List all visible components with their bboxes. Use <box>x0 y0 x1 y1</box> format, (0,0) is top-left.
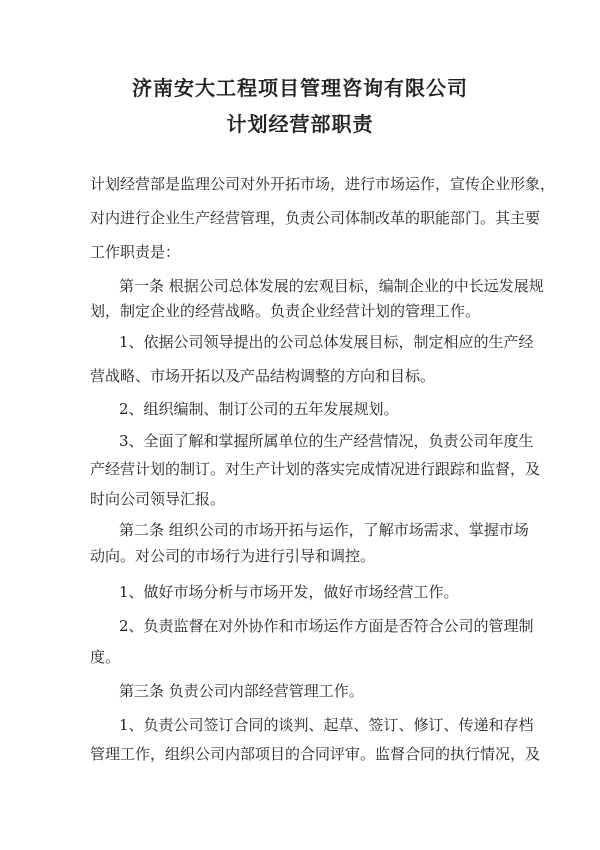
body-line: 产经营计划的制订。对生产计划的落实完成情况进行跟踪和监督，及 <box>90 460 541 478</box>
company-title: 济南安大工程项目管理咨询有限公司 <box>132 76 468 100</box>
body-line: 划，制定企业的经营战略。负责企业经营计划的管理工作。 <box>90 302 481 320</box>
list-item-line: 1、做好市场分析与市场开发，做好市场经营工作。 <box>119 583 459 601</box>
body-line: 对内进行企业生产经营管理，负责公司体制改革的职能部门。其主要 <box>90 209 541 227</box>
body-line: 营战略、市场开拓以及产品结构调整的方向和目标。 <box>90 367 436 385</box>
article-heading: 第一条 根据公司总体发展的宏观目标，编制企业的中长远发展规 <box>119 277 544 295</box>
article-heading: 第二条 组织公司的市场开拓与运作，了解市场需求、掌握市场 <box>119 521 529 539</box>
body-line: 计划经营部是监理公司对外开拓市场，进行市场运作，宣传企业形象， <box>90 175 556 193</box>
list-item-line: 2、负责监督在对外协作和市场运作方面是否符合公司的管理制 <box>119 617 534 635</box>
list-item-line: 3、全面了解和掌握所属单位的生产经营情况，负责公司年度生 <box>119 432 534 450</box>
body-line: 时向公司领导汇报。 <box>90 490 226 508</box>
list-item-line: 1、负责公司签订合同的谈判、起草、签订、修订、传递和存档 <box>119 716 534 734</box>
body-line: 动向。对公司的市场行为进行引导和调控。 <box>90 547 376 565</box>
department-title: 计划经营部职责 <box>226 112 374 136</box>
body-line: 工作职责是： <box>90 243 181 261</box>
body-line: 度。 <box>90 648 121 666</box>
list-item-line: 1、依据公司领导提出的公司总体发展目标，制定相应的生产经 <box>119 333 534 351</box>
list-item-line: 2、组织编制、制订公司的五年发展规划。 <box>119 400 399 418</box>
body-line: 管理工作，组织公司内部项目的合同评审。监督合同的执行情况，及 <box>90 745 541 763</box>
article-heading: 第三条 负责公司内部经营管理工作。 <box>119 682 364 700</box>
